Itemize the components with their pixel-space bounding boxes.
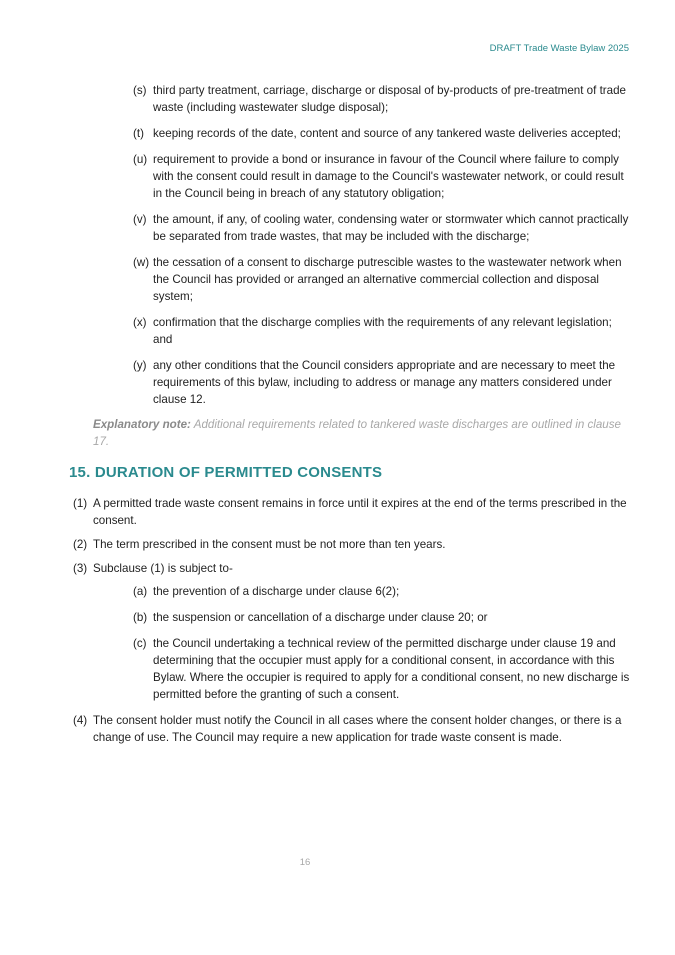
document-header-title: DRAFT Trade Waste Bylaw 2025 [489,43,629,54]
clause-label: (1) [73,497,88,510]
condition-label: (x) [133,316,147,329]
subclause-text: the Council undertaking a technical review of the permitted discharge under clause 19 and determining that the occupier must apply for a conditional consent, in accordance with this Bylaw. Where the occupier is required to apply for a conditional consent, no new discharge is permitted before the granting of such a consent. [153,637,630,701]
condition-text: confirmation that the discharge complies with the requirements of any relevant legislation; and [153,316,612,346]
condition-label: (y) [133,359,147,372]
condition-x [133,314,633,348]
condition-label: (v) [133,213,147,226]
condition-text: the amount, if any, of cooling water, condensing water or stormwater which cannot practically be separated from trade wastes, that may be included with the discharge; [153,213,629,243]
subclause-c [133,635,633,703]
explanatory-note-text: Additional requirements related to tankered waste discharges are outlined in clause 17. [93,418,621,448]
condition-s [133,82,633,116]
explanatory-note-label: Explanatory note: [93,418,191,431]
clause-label: (2) [73,538,88,551]
condition-w [133,254,633,305]
condition-label: (u) [133,153,148,166]
clause-label: (3) [73,562,88,575]
clause-label: (4) [73,714,88,727]
condition-text: any other conditions that the Council considers appropriate and are necessary to meet the requirements of this bylaw, including to address or manage any matters considered under clause 12. [153,359,616,406]
subclause-text: the suspension or cancellation of a discharge under clause 20; or [153,611,488,624]
condition-text: requirement to provide a bond or insurance in favour of the Council where failure to comply with the consent could result in damage to the Council's wastewater network, or could result in the Council being in breach of any statutory obligation; [153,153,624,200]
subclause-label: (b) [133,611,148,624]
condition-y [133,357,633,408]
page-number: 16 [299,857,311,868]
clause-3 [73,560,633,577]
condition-label: (w) [133,256,150,269]
clause-text: The term prescribed in the consent must be not more than ten years. [93,538,446,551]
clause-text: The consent holder must notify the Council in all cases where the consent holder changes, or there is a change of use. The Council may require a new application for trade waste consent is made. [93,714,622,744]
condition-text: keeping records of the date, content and source of any tankered waste deliveries accepted; [153,127,621,140]
explanatory-note [93,416,633,450]
condition-t [133,125,633,142]
subclause-b [133,609,633,626]
condition-text: the cessation of a consent to discharge putrescible wastes to the wastewater network when the Council has provided or arranged an alternative commercial collection and disposal system; [153,256,622,303]
clause-4 [73,712,633,746]
subclause-label: (a) [133,585,148,598]
subclause-label: (c) [133,637,147,650]
condition-label: (s) [133,84,147,97]
section-heading: 15. DURATION OF PERMITTED CONSENTS [69,464,383,481]
condition-u [133,151,633,202]
clause-text: A permitted trade waste consent remains in force until it expires at the end of the terms prescribed in the consent. [93,497,627,527]
clause-1 [73,495,633,529]
condition-label: (t) [133,127,144,140]
condition-v [133,211,633,245]
subclause-a [133,583,633,600]
clause-text: Subclause (1) is subject to- [93,562,233,575]
condition-text: third party treatment, carriage, discharge or disposal of by-products of pre-treatment of trade waste (including wastewater sludge disposal); [153,84,626,114]
subclause-text: the prevention of a discharge under clause 6(2); [153,585,400,598]
clause-2 [73,536,633,553]
